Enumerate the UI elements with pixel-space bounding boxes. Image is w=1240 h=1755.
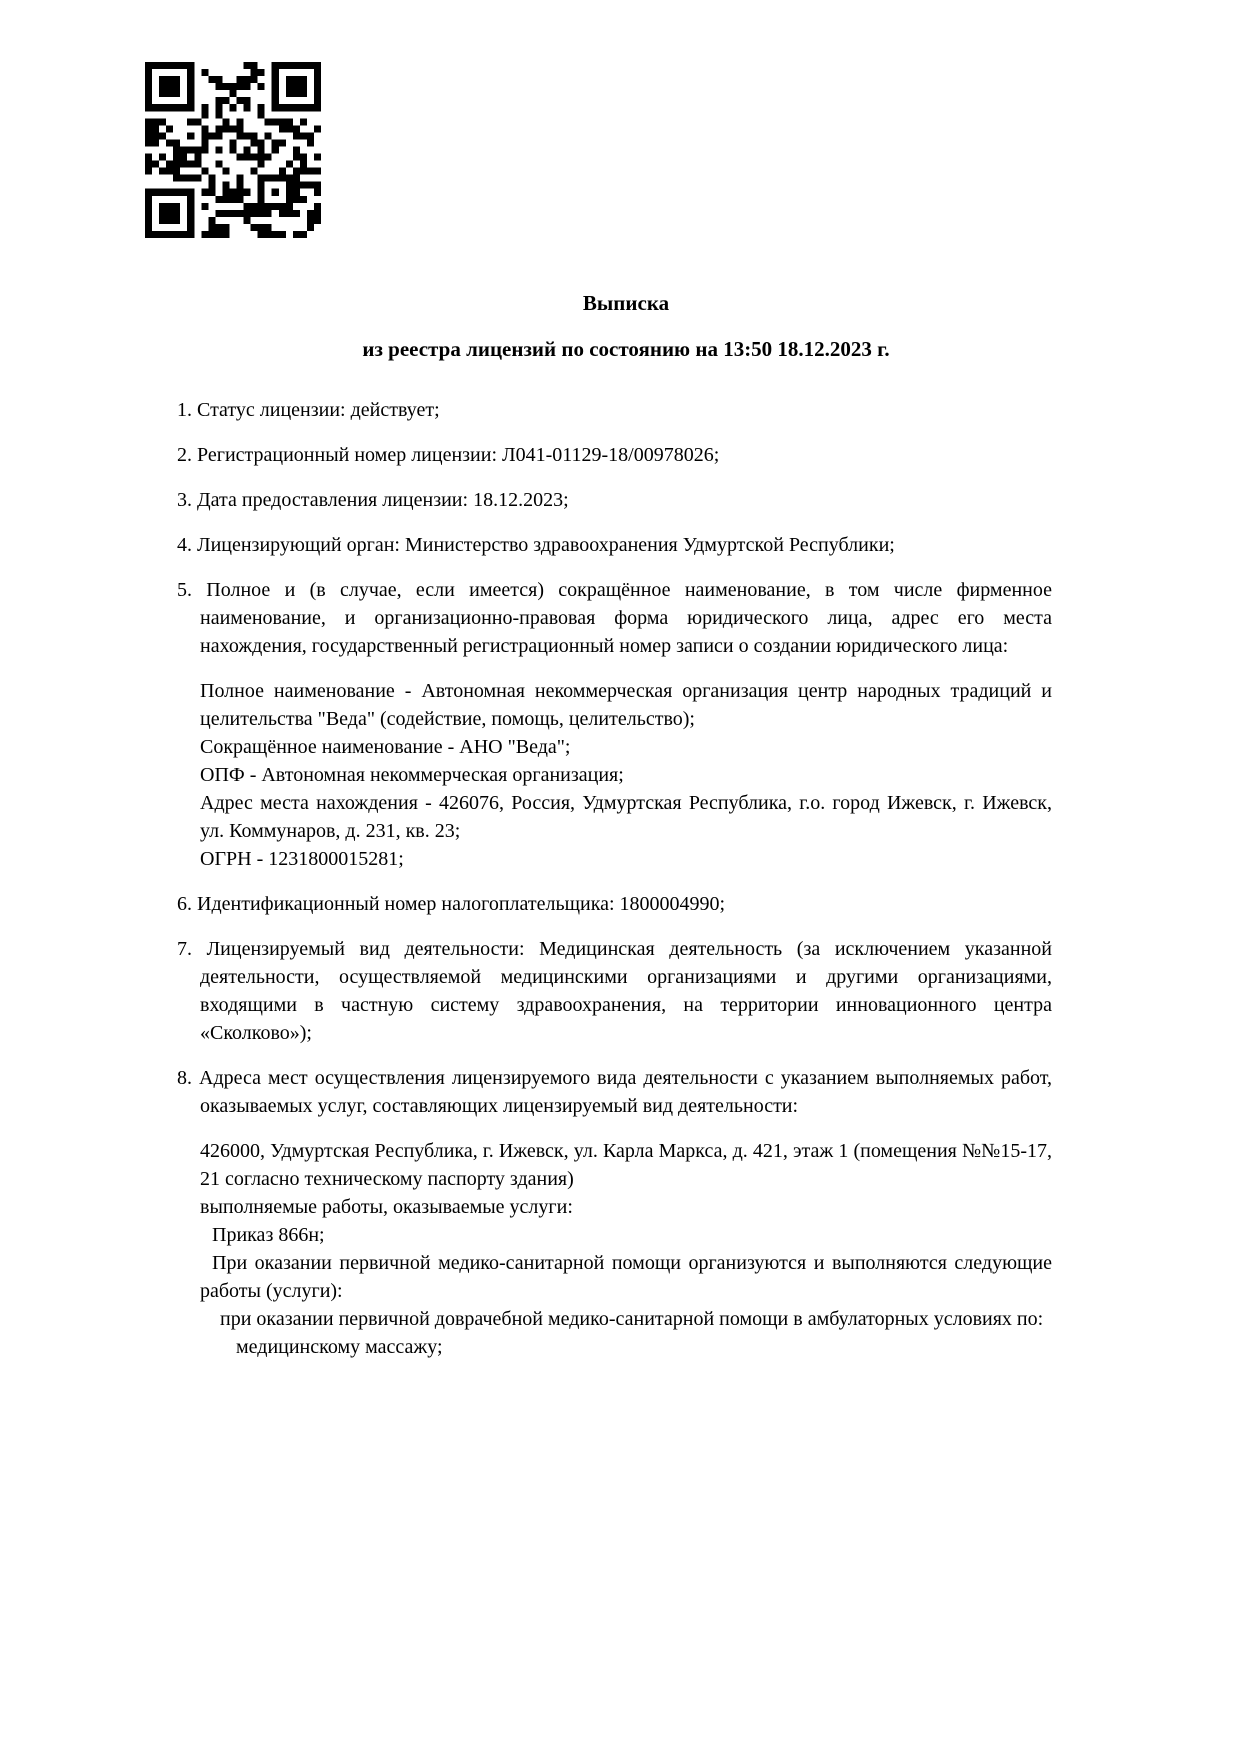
document-body [0, 290, 1240, 1361]
document-paragraph: выполняемые работы, оказываемые услуги: [200, 1196, 573, 1218]
document-paragraph: 1. Статус лицензии: действует; [177, 399, 440, 421]
document-paragraph: медицинскому массажу; [236, 1336, 443, 1358]
document-paragraph: ОГРН - 1231800015281; [200, 848, 404, 870]
document-paragraph: Полное наименование - Автономная некоммерческая организация центр народных традиций и целительства "Веда" (содействие, помощь, целительство); [200, 680, 1052, 730]
document-content [177, 396, 1052, 1361]
document-paragraph: 2. Регистрационный номер лицензии: Л041-01129-18/00978026; [177, 444, 720, 466]
qr-code-icon [145, 62, 321, 238]
document-paragraph: Приказ 866н; [212, 1224, 325, 1246]
document-paragraph: 8. Адреса мест осуществления лицензируемого вида деятельности с указанием выполняемых работ, оказываемых услуг, составляющих лицензируемый вид деятельности: [177, 1067, 1052, 1117]
document-paragraph: при оказании первичной доврачебной медико-санитарной помощи в амбулаторных условиях по: [220, 1308, 1044, 1330]
document-paragraph: ОПФ - Автономная некоммерческая организация; [200, 764, 624, 786]
document-paragraph: Сокращённое наименование - АНО "Веда"; [200, 736, 571, 758]
qr-code [145, 62, 321, 238]
document-subtitle: из реестра лицензий по состоянию на 13:50 18.12.2023 г. [362, 337, 890, 361]
document-paragraph: 7. Лицензируемый вид деятельности: Медицинская деятельность (за исключением указанной деятельности, осуществляемой медицинскими организациями и другими организациями, входящими в частную систему здравоохранения, на территории инновационного центра «Сколково»); [177, 938, 1052, 1044]
document-paragraph: 4. Лицензирующий орган: Министерство здравоохранения Удмуртской Республики; [177, 534, 895, 556]
document-paragraph: 5. Полное и (в случае, если имеется) сокращённое наименование, в том числе фирменное наименование, и организационно-правовая форма юридического лица, адрес его места нахождения, государственный регистрационный номер записи о создании юридического лица: [177, 579, 1052, 657]
document-paragraph: 6. Идентификационный номер налогоплательщика: 1800004990; [177, 893, 726, 915]
document-paragraph: Адрес места нахождения - 426076, Россия, Удмуртская Республика, г.о. город Ижевск, г. Ижевск, ул. Коммунаров, д. 231, кв. 23; [200, 792, 1052, 842]
document-title: Выписка [582, 291, 670, 315]
document-paragraph: При оказании первичной медико-санитарной помощи организуются и выполняются следующие работы (услуги): [200, 1252, 1052, 1302]
document-paragraph: 3. Дата предоставления лицензии: 18.12.2023; [177, 489, 569, 511]
document-paragraph: 426000, Удмуртская Республика, г. Ижевск, ул. Карла Маркса, д. 421, этаж 1 (помещения №№15-17, 21 согласно техническому паспорту здания) [200, 1140, 1052, 1190]
